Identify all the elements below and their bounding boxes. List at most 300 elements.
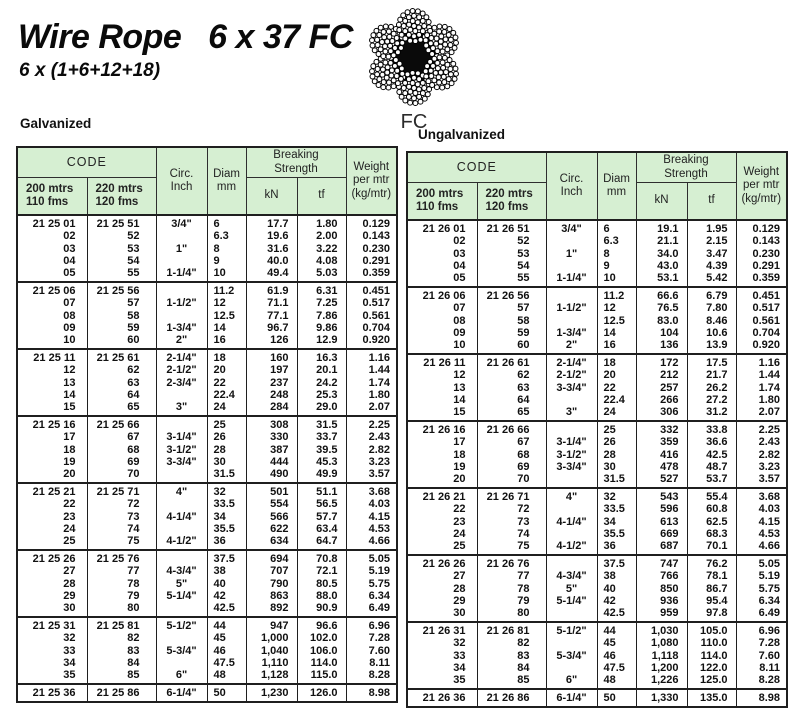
table-cell: 687 [636,540,687,555]
table-cell: 17 [17,431,87,443]
table-row [17,632,397,644]
table-cell: 1.44 [346,364,397,376]
table-cell: 1.74 [346,377,397,389]
table-cell: 63 [87,377,156,389]
table-row [17,255,397,267]
table-cell: 05 [407,272,477,287]
table-cell: 37.5 [597,555,636,570]
table-cell: 1-1/4" [156,267,207,282]
table-cell: 3.23 [346,456,397,468]
table-cell: 490 [246,468,297,483]
table-cell: 3/4" [156,215,207,230]
table-cell: 2.25 [346,416,397,431]
rope-cross-section-icon [356,4,474,134]
table-cell: 67 [477,436,546,448]
table-row [407,528,787,540]
table-cell: 70 [87,468,156,483]
table-cell: 4.03 [736,503,787,515]
table-cell: 3-3/4" [156,456,207,468]
table-cell: 75 [87,535,156,550]
table-cell: 42 [597,595,636,607]
table-cell: 0.143 [736,235,787,247]
table-cell: 53.1 [636,272,687,287]
table-row [407,637,787,649]
table-cell: 4.53 [736,528,787,540]
table-row [17,617,397,632]
table-cell: 332 [636,421,687,436]
table-cell: 17.7 [246,215,297,230]
table-cell: 892 [246,602,297,617]
table-row [407,260,787,272]
table-row [17,602,397,617]
table-cell: 0.291 [736,260,787,272]
table-cell: 52 [477,235,546,247]
table-cell: 25 [597,421,636,436]
table-cell [546,235,597,247]
table-cell: 17 [407,436,477,448]
table-row [17,267,397,282]
table-cell: 8.46 [687,315,736,327]
table-cell [546,473,597,488]
table-cell: 0.291 [346,255,397,267]
table-cell: 1,128 [246,669,297,684]
table-cell: 0.920 [346,334,397,349]
table-row [407,503,787,515]
table-cell: 8.98 [736,689,787,707]
table-cell [546,260,597,272]
table-cell: 61.9 [246,282,297,297]
table-cell: 21 26 31 [407,622,477,637]
table-row [17,523,397,535]
table-cell: 3" [156,401,207,416]
table-cell: 14 [17,389,87,401]
table-cell: 0.561 [736,315,787,327]
table-cell: 18 [597,354,636,369]
table-cell: 2.07 [346,401,397,416]
code-column-header: CODE [17,147,156,178]
table-row [17,550,397,565]
kn-subheader: kN [636,183,687,221]
table-cell: 16 [207,334,246,349]
table-cell: 07 [17,297,87,309]
rope-core-label: FC [400,111,428,133]
table-cell: 10 [17,334,87,349]
table-cell: 21 26 56 [477,287,546,302]
table-cell [156,498,207,510]
table-cell: 3.57 [736,473,787,488]
table-cell: 65 [87,401,156,416]
table-cell: 104 [636,327,687,339]
table-cell: 03 [407,248,477,260]
table-cell: 8 [207,243,246,255]
table-cell: 2.43 [736,436,787,448]
table-cell: 416 [636,449,687,461]
table-row [17,578,397,590]
table-row [407,473,787,488]
circ-inch-column-header: Circ. Inch [546,152,597,220]
table-row [17,498,397,510]
table-cell: 33.7 [297,431,346,443]
table-cell: 33 [17,645,87,657]
table-cell: 52 [87,230,156,242]
table-cell: 79 [87,590,156,602]
table-cell: 21.7 [687,369,736,381]
table-row [17,401,397,416]
table-cell: 24 [407,528,477,540]
table-cell: 10 [597,272,636,287]
table-cell: 68 [87,444,156,456]
table-cell [156,632,207,644]
table-cell: 30 [207,456,246,468]
table-cell: 125.0 [687,674,736,689]
table-cell: 1,000 [246,632,297,644]
table-cell: 1,040 [246,645,297,657]
size-group [17,282,397,349]
table-cell: 21 26 76 [477,555,546,570]
table-cell: 12 [17,364,87,376]
table-cell: 67 [87,431,156,443]
table-cell: 28 [597,449,636,461]
table-cell: 11.2 [597,287,636,302]
table-cell: 82 [477,637,546,649]
table-cell: 2.07 [736,406,787,421]
table-cell: 0.129 [736,220,787,235]
table-cell: 64 [477,394,546,406]
table-cell: 248 [246,389,297,401]
table-cell: 21 25 66 [87,416,156,431]
table-cell: 0.517 [346,297,397,309]
table-cell: 8.98 [346,684,397,702]
table-row [17,389,397,401]
table-cell: 13 [17,377,87,389]
table-cell: 02 [17,230,87,242]
table-cell: 21 26 66 [477,421,546,436]
table-row [407,339,787,354]
galvanized-label: Galvanized [20,116,92,131]
table-cell: 33.5 [597,503,636,515]
table-cell: 5.75 [736,583,787,595]
table-row [17,456,397,468]
size-group [407,622,787,689]
table-cell [156,468,207,483]
table-cell: 45.3 [297,456,346,468]
table-cell: 21 25 71 [87,483,156,498]
table-cell: 0.561 [346,310,397,322]
table-cell: 3-1/4" [546,436,597,448]
table-cell: 74 [477,528,546,540]
table-row [407,674,787,689]
tf-subheader: tf [297,178,346,216]
table-cell: 13 [407,382,477,394]
table-cell [156,389,207,401]
table-row [407,436,787,448]
table-cell: 634 [246,535,297,550]
table-cell: 3-1/4" [156,431,207,443]
table-cell: 21 25 76 [87,550,156,565]
table-cell: 83 [477,650,546,662]
table-cell: 1-1/4" [546,272,597,287]
table-cell: 24 [17,523,87,535]
table-cell: 27.2 [687,394,736,406]
table-cell: 49.9 [297,468,346,483]
table-cell: 42.5 [597,607,636,622]
table-cell: 6" [546,674,597,689]
table-cell: 2-1/2" [546,369,597,381]
diam-mm-column-header: Diam mm [597,152,636,220]
table-cell: 5-1/2" [546,622,597,637]
table-cell: 197 [246,364,297,376]
construction-formula: 6 x (1+6+12+18) [19,60,161,81]
table-row [407,555,787,570]
table-cell: 18 [207,349,246,364]
table-cell: 60.8 [687,503,736,515]
table-cell: 38 [597,570,636,582]
table-cell: 13.9 [687,339,736,354]
table-cell: 2.00 [297,230,346,242]
size-group [17,617,397,684]
table-cell: 114.0 [687,650,736,662]
table-cell: 21 26 81 [477,622,546,637]
table-cell: 21 26 16 [407,421,477,436]
table-cell: 84 [477,662,546,674]
ungalvanized-table [406,151,788,708]
table-row [407,315,787,327]
table-cell: 35 [407,674,477,689]
table-row [17,483,397,498]
table-cell: 57.7 [297,511,346,523]
table-cell: 21 26 26 [407,555,477,570]
table-cell: 7.25 [297,297,346,309]
table-row [17,377,397,389]
table-cell: 21 25 21 [17,483,87,498]
table-cell: 30 [17,602,87,617]
table-cell: 5.75 [346,578,397,590]
table-row [407,570,787,582]
table-cell: 7.60 [736,650,787,662]
table-cell: 387 [246,444,297,456]
table-cell: 2.15 [687,235,736,247]
table-cell: 42.5 [687,449,736,461]
table-cell: 20.1 [297,364,346,376]
table-cell: 53 [87,243,156,255]
table-cell: 4.08 [297,255,346,267]
table-cell: 21 25 26 [17,550,87,565]
table-row [407,595,787,607]
table-cell: 2" [546,339,597,354]
table-cell: 66.6 [636,287,687,302]
table-cell: 3.68 [346,483,397,498]
table-cell: 554 [246,498,297,510]
size-group [17,416,397,483]
table-cell: 3/4" [546,220,597,235]
table-cell: 80 [477,607,546,622]
table-cell [546,421,597,436]
size-group [407,354,787,421]
table-cell: 54 [87,255,156,267]
weight-per-mtr-column-header: Weight per mtr (kg/mtr) [736,152,787,220]
table-cell: 69 [87,456,156,468]
table-cell: 308 [246,416,297,431]
table-cell: 53 [477,248,546,260]
table-cell: 20 [407,473,477,488]
table-cell: 70.1 [687,540,736,555]
table-cell: 34 [407,662,477,674]
table-cell: 4-1/4" [156,511,207,523]
table-cell: 78 [477,583,546,595]
table-cell: 1,118 [636,650,687,662]
table-cell: 60 [477,339,546,354]
table-cell: 4-1/2" [156,535,207,550]
table-cell: 33 [407,650,477,662]
table-cell: 70 [477,473,546,488]
size-group [407,488,787,555]
table-cell: 33.8 [687,421,736,436]
table-cell: 7.60 [346,645,397,657]
table-cell: 20 [17,468,87,483]
table-cell: 105.0 [687,622,736,637]
table-cell: 2-1/4" [156,349,207,364]
table-cell: 96.7 [246,322,297,334]
table-cell: 82 [87,632,156,644]
table-cell: 5-3/4" [156,645,207,657]
table-cell: 08 [17,310,87,322]
table-row [407,449,787,461]
table-cell [156,282,207,297]
table-row [407,302,787,314]
table-cell: 04 [407,260,477,272]
table-cell [546,394,597,406]
table-cell: 3.23 [736,461,787,473]
table-cell: 14 [407,394,477,406]
table-row [407,406,787,421]
table-cell: 122.0 [687,662,736,674]
table-cell: 35.5 [207,523,246,535]
table-cell: 25 [17,535,87,550]
table-cell: 4" [546,488,597,503]
table-cell: 8.28 [346,669,397,684]
ungalvanized-label: Ungalvanized [418,127,506,142]
table-cell: 172 [636,354,687,369]
table-cell: 1.74 [736,382,787,394]
table-cell: 15 [407,406,477,421]
galvanized-table-section [16,146,398,703]
table-cell: 42.5 [207,602,246,617]
table-cell: 2" [156,334,207,349]
table-row [407,607,787,622]
table-row [407,327,787,339]
table-cell: 47.5 [207,657,246,669]
table-row [17,645,397,657]
weight-per-mtr-column-header: Weight per mtr (kg/mtr) [346,147,397,215]
table-cell: 03 [17,243,87,255]
table-cell: 28 [407,583,477,595]
table-cell: 22.4 [207,389,246,401]
table-cell: 1-1/2" [156,297,207,309]
table-cell: 72.1 [297,565,346,577]
code-200mtrs-subheader: 200 mtrs 110 fms [407,183,477,221]
table-cell: 9 [597,260,636,272]
table-cell: 1.80 [736,394,787,406]
table-cell: 5-1/2" [156,617,207,632]
table-cell: 9.86 [297,322,346,334]
table-cell: 35 [17,669,87,684]
table-cell: 21 26 06 [407,287,477,302]
table-cell: 78.1 [687,570,736,582]
table-cell: 20 [207,364,246,376]
table-cell: 6.34 [736,595,787,607]
table-cell: 8.11 [346,657,397,669]
table-cell: 1.80 [346,389,397,401]
table-cell: 6 [597,220,636,235]
table-cell [156,416,207,431]
table-cell: 88.0 [297,590,346,602]
table-cell: 21 25 36 [17,684,87,702]
table-cell: 622 [246,523,297,535]
table-cell: 58 [87,310,156,322]
table-cell: 84 [87,657,156,669]
table-cell: 32 [207,483,246,498]
size-group [17,550,397,617]
table-cell: 40 [207,578,246,590]
table-cell: 12 [207,297,246,309]
table-cell: 74 [87,523,156,535]
table-cell: 21 26 51 [477,220,546,235]
table-cell: 63 [477,382,546,394]
galvanized-table [16,146,398,703]
table-cell: 1" [546,248,597,260]
table-cell [546,528,597,540]
table-cell: 34 [597,516,636,528]
table-cell: 26 [207,431,246,443]
table-cell: 21 25 11 [17,349,87,364]
table-cell: 62 [477,369,546,381]
table-cell: 11.2 [207,282,246,297]
table-cell: 63.4 [297,523,346,535]
table-cell: 0.359 [736,272,787,287]
table-cell: 5.19 [346,565,397,577]
table-row [17,297,397,309]
table-cell: 0.704 [736,327,787,339]
table-cell [546,662,597,674]
table-cell: 56.5 [297,498,346,510]
table-cell: 3-1/2" [546,449,597,461]
table-cell: 36 [207,535,246,550]
table-cell: 12.5 [207,310,246,322]
table-cell: 29 [407,595,477,607]
table-row [407,394,787,406]
table-cell: 3-3/4" [546,382,597,394]
table-cell: 09 [407,327,477,339]
table-cell: 36.6 [687,436,736,448]
table-cell: 0.230 [346,243,397,255]
table-cell: 24.2 [297,377,346,389]
table-cell: 110.0 [687,637,736,649]
table-cell: 0.230 [736,248,787,260]
size-group [407,287,787,354]
table-cell [156,602,207,617]
circ-inch-column-header: Circ. Inch [156,147,207,215]
ungalvanized-table-section [406,151,788,708]
table-cell: 3.22 [297,243,346,255]
table-cell: 306 [636,406,687,421]
table-cell: 8 [597,248,636,260]
table-cell: 212 [636,369,687,381]
table-row [407,287,787,302]
table-cell: 5.05 [736,555,787,570]
table-cell [156,230,207,242]
table-cell: 1,230 [246,684,297,702]
table-cell: 76.2 [687,555,736,570]
